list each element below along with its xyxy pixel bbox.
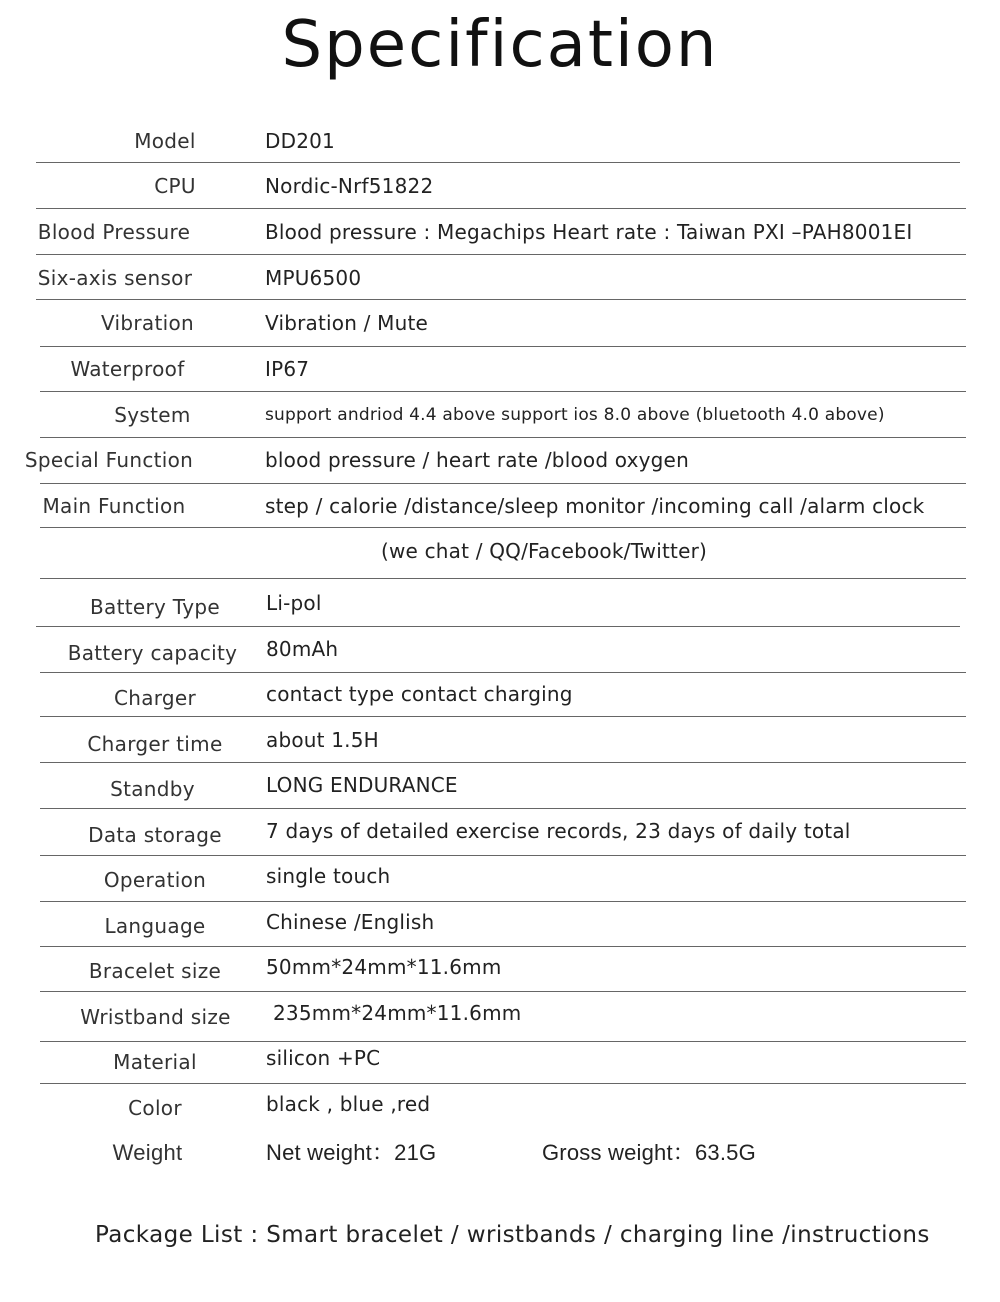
spec-label: Main Function bbox=[42, 494, 186, 518]
spec-value: LONG ENDURANCE bbox=[266, 773, 458, 797]
spec-row-standby bbox=[0, 766, 1000, 812]
spec-label: Wristband size bbox=[80, 1005, 231, 1029]
spec-label: Special Function bbox=[24, 448, 194, 472]
spec-row-data-storage bbox=[0, 812, 1000, 858]
spec-row-bracelet-size bbox=[0, 948, 1000, 994]
divider bbox=[40, 578, 966, 579]
spec-row-battery-type bbox=[0, 584, 1000, 630]
spec-value: silicon +PC bbox=[266, 1046, 381, 1070]
spec-label: Charger bbox=[113, 686, 197, 710]
spec-label: Material bbox=[113, 1050, 197, 1074]
spec-label: Bracelet size bbox=[88, 959, 222, 983]
spec-label: Battery capacity bbox=[67, 641, 238, 665]
divider bbox=[40, 855, 966, 856]
spec-label: Battery Type bbox=[90, 595, 220, 619]
spec-value: black , blue ,red bbox=[266, 1092, 431, 1116]
spec-value: Chinese /English bbox=[266, 910, 435, 934]
spec-label: Waterproof bbox=[70, 357, 185, 381]
spec-label: Blood Pressure bbox=[37, 220, 191, 244]
spec-label: Operation bbox=[103, 868, 207, 892]
spec-row-six-axis-sensor bbox=[0, 255, 1000, 301]
spec-label: Standby bbox=[110, 777, 195, 801]
spec-label: Model bbox=[134, 129, 196, 153]
spec-row-main-function bbox=[0, 483, 1000, 529]
divider bbox=[40, 901, 966, 902]
spec-row-main-function-continued bbox=[0, 528, 1000, 574]
spec-row-special-function bbox=[0, 437, 1000, 483]
spec-value: blood pressure / heart rate /blood oxygen bbox=[265, 448, 689, 472]
spec-label: Weight bbox=[112, 1140, 183, 1165]
spec-value: contact type contact charging bbox=[266, 682, 573, 706]
spec-label: Six-axis sensor bbox=[37, 266, 193, 290]
spec-row-weight bbox=[0, 1130, 1000, 1176]
spec-row-blood-pressure bbox=[0, 209, 1000, 255]
spec-row-vibration bbox=[0, 300, 1000, 346]
spec-value: Li-pol bbox=[266, 591, 322, 615]
divider bbox=[40, 1083, 966, 1084]
spec-label: System bbox=[114, 403, 191, 427]
divider bbox=[40, 716, 966, 717]
spec-row-battery-capacity bbox=[0, 630, 1000, 676]
spec-value: step / calorie /distance/sleep monitor /incoming call /alarm clock bbox=[265, 494, 925, 518]
spec-value: 7 days of detailed exercise records, 23 days of daily total bbox=[266, 819, 851, 843]
spec-label: Language bbox=[104, 914, 206, 938]
spec-row-operation bbox=[0, 857, 1000, 903]
divider bbox=[36, 626, 960, 627]
spec-value: IP67 bbox=[265, 357, 310, 381]
spec-value: Blood pressure : Megachips Heart rate : Taiwan PXI –PAH8001EI bbox=[265, 220, 913, 244]
spec-row-cpu bbox=[0, 163, 1000, 209]
gross-weight-value: Gross weight：63.5G bbox=[542, 1140, 756, 1165]
divider bbox=[40, 762, 966, 763]
spec-row-waterproof bbox=[0, 346, 1000, 392]
spec-value: Vibration / Mute bbox=[265, 311, 429, 335]
spec-row-material bbox=[0, 1039, 1000, 1085]
spec-row-system bbox=[0, 392, 1000, 438]
net-weight-value: Net weight：21G bbox=[266, 1140, 437, 1165]
spec-row-color bbox=[0, 1085, 1000, 1131]
spec-value: MPU6500 bbox=[265, 266, 362, 290]
spec-value-continuation: (we chat / QQ/Facebook/Twitter) bbox=[380, 539, 707, 563]
spec-value: about 1.5H bbox=[266, 728, 379, 752]
spec-row-wristband-size bbox=[0, 994, 1000, 1040]
spec-value: Nordic-Nrf51822 bbox=[265, 174, 434, 198]
spec-value: 80mAh bbox=[266, 637, 339, 661]
spec-label: Color bbox=[128, 1096, 182, 1120]
spec-row-charger bbox=[0, 675, 1000, 721]
spec-row-charger-time bbox=[0, 721, 1000, 767]
package-list: Package List : Smart bracelet / wristbands / charging line /instructions bbox=[95, 1222, 930, 1248]
spec-value: 235mm*24mm*11.6mm bbox=[273, 1001, 522, 1025]
spec-value: DD201 bbox=[265, 129, 335, 153]
spec-label: CPU bbox=[154, 174, 196, 198]
spec-row-model bbox=[0, 118, 1000, 164]
spec-label: Data storage bbox=[88, 823, 222, 847]
spec-label: Charger time bbox=[87, 732, 223, 756]
page-title: Specification bbox=[281, 8, 719, 82]
spec-row-language bbox=[0, 903, 1000, 949]
spec-value: support andriod 4.4 above support ios 8.0 above (bluetooth 4.0 above) bbox=[265, 405, 885, 425]
divider bbox=[40, 946, 966, 947]
spec-value: 50mm*24mm*11.6mm bbox=[266, 955, 502, 979]
spec-label: Vibration bbox=[101, 311, 194, 335]
spec-value: single touch bbox=[266, 864, 391, 888]
